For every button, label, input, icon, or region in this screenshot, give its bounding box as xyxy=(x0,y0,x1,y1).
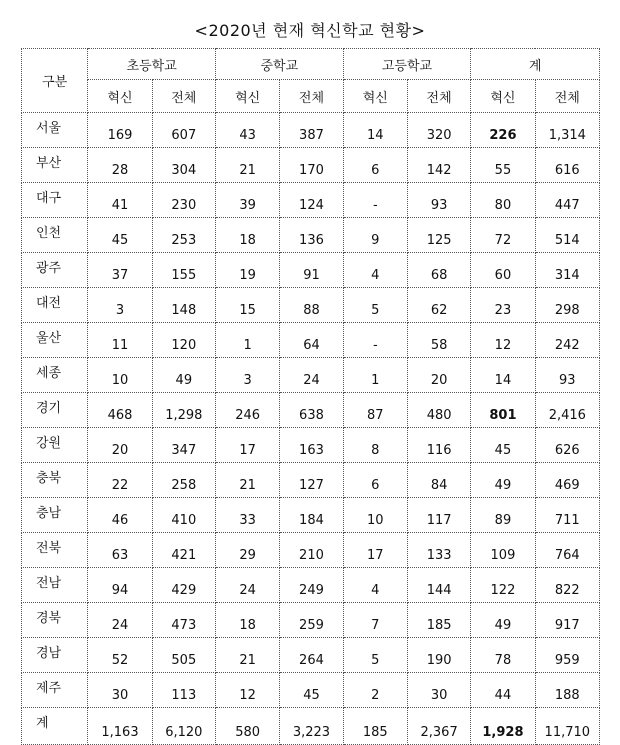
table-cell: 21 xyxy=(215,463,279,498)
table-row xyxy=(22,428,600,463)
table-cell: 320 xyxy=(407,113,470,148)
table-cell: 20 xyxy=(407,358,470,393)
table-cell: 93 xyxy=(535,358,599,393)
table-cell: 46 xyxy=(88,498,152,533)
table-cell: 801 xyxy=(471,393,535,428)
group-header-elementary: 초등학교 xyxy=(88,49,216,80)
table-cell: 917 xyxy=(535,603,599,638)
region-name: 광주 xyxy=(22,253,88,288)
table-row xyxy=(22,638,600,673)
table-body xyxy=(22,113,600,745)
table-cell: 188 xyxy=(535,673,599,708)
region-name: 제주 xyxy=(22,673,88,708)
page-title: <2020년 현재 혁신학교 현황> xyxy=(194,21,426,40)
table-cell: 429 xyxy=(152,568,215,603)
sub-header-innovation: 혁신 xyxy=(471,80,535,113)
group-header-total: 계 xyxy=(471,49,600,80)
table-cell: 1 xyxy=(343,358,407,393)
table-cell: 63 xyxy=(88,533,152,568)
table-cell: 109 xyxy=(471,533,535,568)
table-cell: 19 xyxy=(215,253,279,288)
table-cell: 15 xyxy=(215,288,279,323)
table-cell: 127 xyxy=(280,463,343,498)
table-cell: 3 xyxy=(88,288,152,323)
table-cell: 45 xyxy=(471,428,535,463)
table-cell: 1,314 xyxy=(535,113,599,148)
table-cell: 60 xyxy=(471,253,535,288)
table-row xyxy=(22,148,600,183)
table-cell: 44 xyxy=(471,673,535,708)
table-cell: 210 xyxy=(280,533,343,568)
table-cell: 78 xyxy=(471,638,535,673)
table-cell: 607 xyxy=(152,113,215,148)
table-cell: 169 xyxy=(88,113,152,148)
table-cell: 822 xyxy=(535,568,599,603)
table-cell: 116 xyxy=(407,428,470,463)
table-row xyxy=(22,498,600,533)
table-cell: 80 xyxy=(471,183,535,218)
table-cell: 91 xyxy=(280,253,343,288)
table-row xyxy=(22,673,600,708)
table-cell: 133 xyxy=(407,533,470,568)
table-cell: 6 xyxy=(343,148,407,183)
region-name: 전북 xyxy=(22,533,88,568)
sub-header-innovation: 혁신 xyxy=(88,80,152,113)
table-cell: 11 xyxy=(88,323,152,358)
table-row xyxy=(22,288,600,323)
sub-header-innovation: 혁신 xyxy=(215,80,279,113)
table-cell: 62 xyxy=(407,288,470,323)
table-cell: 122 xyxy=(471,568,535,603)
table-cell: 28 xyxy=(88,148,152,183)
table-cell: 12 xyxy=(215,673,279,708)
table-row xyxy=(22,218,600,253)
table-cell: 39 xyxy=(215,183,279,218)
table-cell: 45 xyxy=(280,673,343,708)
region-name: 충남 xyxy=(22,498,88,533)
table-cell: 258 xyxy=(152,463,215,498)
region-name: 충북 xyxy=(22,463,88,498)
table-cell: 616 xyxy=(535,148,599,183)
table-cell: 37 xyxy=(88,253,152,288)
table-row xyxy=(22,323,600,358)
table-cell: 347 xyxy=(152,428,215,463)
table-cell: 136 xyxy=(280,218,343,253)
table-cell: 1,298 xyxy=(152,393,215,428)
table-row xyxy=(22,113,600,148)
table-cell: 14 xyxy=(471,358,535,393)
table-cell: 468 xyxy=(88,393,152,428)
table-cell: 421 xyxy=(152,533,215,568)
table-row xyxy=(22,603,600,638)
table-cell: 3,223 xyxy=(280,708,343,745)
table-cell: 1 xyxy=(215,323,279,358)
table-cell: 20 xyxy=(88,428,152,463)
table-cell: 447 xyxy=(535,183,599,218)
table-cell: 17 xyxy=(215,428,279,463)
header-row-sub xyxy=(22,80,600,113)
table-cell: 185 xyxy=(343,708,407,745)
table-cell: 22 xyxy=(88,463,152,498)
table-cell: 21 xyxy=(215,638,279,673)
table-cell: 3 xyxy=(215,358,279,393)
region-name: 전남 xyxy=(22,568,88,603)
table-cell: 125 xyxy=(407,218,470,253)
table-cell: 72 xyxy=(471,218,535,253)
table-cell: 24 xyxy=(280,358,343,393)
table-cell: 514 xyxy=(535,218,599,253)
table-cell: 120 xyxy=(152,323,215,358)
table-cell: 230 xyxy=(152,183,215,218)
table-cell: 5 xyxy=(343,638,407,673)
table-cell: 249 xyxy=(280,568,343,603)
table-cell: 117 xyxy=(407,498,470,533)
table-cell: 410 xyxy=(152,498,215,533)
table-cell: 298 xyxy=(535,288,599,323)
table-cell: 469 xyxy=(535,463,599,498)
table-cell: 93 xyxy=(407,183,470,218)
region-name: 경남 xyxy=(22,638,88,673)
table-cell: 626 xyxy=(535,428,599,463)
table-cell: 163 xyxy=(280,428,343,463)
table-cell: 142 xyxy=(407,148,470,183)
table-cell: 68 xyxy=(407,253,470,288)
table-cell: 18 xyxy=(215,218,279,253)
table-cell: 8 xyxy=(343,428,407,463)
table-cell: 87 xyxy=(343,393,407,428)
table-row xyxy=(22,358,600,393)
sub-header-all: 전체 xyxy=(280,80,343,113)
table-cell: 148 xyxy=(152,288,215,323)
table-row xyxy=(22,533,600,568)
table-cell: 7 xyxy=(343,603,407,638)
table-cell: 764 xyxy=(535,533,599,568)
region-name: 울산 xyxy=(22,323,88,358)
table-cell: 473 xyxy=(152,603,215,638)
table-cell: 6 xyxy=(343,463,407,498)
table-cell: 49 xyxy=(471,603,535,638)
region-name: 부산 xyxy=(22,148,88,183)
table-cell: 12 xyxy=(471,323,535,358)
table-row xyxy=(22,568,600,603)
table-cell: 30 xyxy=(407,673,470,708)
table-cell: - xyxy=(343,183,407,218)
table-cell: 155 xyxy=(152,253,215,288)
total-row xyxy=(22,708,600,745)
table-cell: 144 xyxy=(407,568,470,603)
region-name: 강원 xyxy=(22,428,88,463)
table-cell: 170 xyxy=(280,148,343,183)
table-cell: 253 xyxy=(152,218,215,253)
table-cell: 1,163 xyxy=(88,708,152,745)
sub-header-all: 전체 xyxy=(407,80,470,113)
sub-header-all: 전체 xyxy=(152,80,215,113)
table-cell: 17 xyxy=(343,533,407,568)
table-cell: 64 xyxy=(280,323,343,358)
table-cell: 24 xyxy=(88,603,152,638)
table-cell: 10 xyxy=(88,358,152,393)
group-header-high: 고등학교 xyxy=(343,49,471,80)
table-cell: 264 xyxy=(280,638,343,673)
table-cell: 505 xyxy=(152,638,215,673)
table-cell: 21 xyxy=(215,148,279,183)
region-name: 서울 xyxy=(22,113,88,148)
table-cell: 959 xyxy=(535,638,599,673)
category-header: 구분 xyxy=(22,49,88,113)
table-cell: 14 xyxy=(343,113,407,148)
region-name: 인천 xyxy=(22,218,88,253)
table-cell: 11,710 xyxy=(535,708,599,745)
total-label: 계 xyxy=(22,708,88,745)
region-name: 세종 xyxy=(22,358,88,393)
table-row xyxy=(22,183,600,218)
table-cell: 242 xyxy=(535,323,599,358)
table-cell: 226 xyxy=(471,113,535,148)
table-cell: 84 xyxy=(407,463,470,498)
region-name: 대구 xyxy=(22,183,88,218)
header-row-groups xyxy=(22,49,600,80)
table-cell: 23 xyxy=(471,288,535,323)
table-row xyxy=(22,253,600,288)
table-cell: 480 xyxy=(407,393,470,428)
table-cell: 580 xyxy=(215,708,279,745)
region-name: 경기 xyxy=(22,393,88,428)
table-cell: 4 xyxy=(343,568,407,603)
table-cell: 49 xyxy=(471,463,535,498)
sub-header-all: 전체 xyxy=(535,80,599,113)
table-cell: 89 xyxy=(471,498,535,533)
table-row xyxy=(22,463,600,498)
table-cell: 18 xyxy=(215,603,279,638)
table-cell: 29 xyxy=(215,533,279,568)
table-cell: 2 xyxy=(343,673,407,708)
table-cell: 88 xyxy=(280,288,343,323)
table-cell: 246 xyxy=(215,393,279,428)
table-cell: 45 xyxy=(88,218,152,253)
table-cell: 124 xyxy=(280,183,343,218)
table-cell: 1,928 xyxy=(471,708,535,745)
table-cell: - xyxy=(343,323,407,358)
table-cell: 49 xyxy=(152,358,215,393)
table-cell: 6,120 xyxy=(152,708,215,745)
table-cell: 184 xyxy=(280,498,343,533)
table-cell: 58 xyxy=(407,323,470,358)
table-cell: 4 xyxy=(343,253,407,288)
table-cell: 52 xyxy=(88,638,152,673)
table-cell: 2,416 xyxy=(535,393,599,428)
table-cell: 5 xyxy=(343,288,407,323)
table-cell: 9 xyxy=(343,218,407,253)
table-row xyxy=(22,393,600,428)
table-cell: 185 xyxy=(407,603,470,638)
table-cell: 24 xyxy=(215,568,279,603)
table-cell: 190 xyxy=(407,638,470,673)
table-cell: 30 xyxy=(88,673,152,708)
table-cell: 43 xyxy=(215,113,279,148)
table-cell: 259 xyxy=(280,603,343,638)
sub-header-innovation: 혁신 xyxy=(343,80,407,113)
table-cell: 113 xyxy=(152,673,215,708)
group-header-middle: 중학교 xyxy=(215,49,343,80)
table-cell: 314 xyxy=(535,253,599,288)
table-cell: 304 xyxy=(152,148,215,183)
table-cell: 2,367 xyxy=(407,708,470,745)
region-name: 경북 xyxy=(22,603,88,638)
table-cell: 55 xyxy=(471,148,535,183)
table-cell: 711 xyxy=(535,498,599,533)
innovation-school-table xyxy=(21,48,600,745)
table-cell: 10 xyxy=(343,498,407,533)
table-cell: 33 xyxy=(215,498,279,533)
table-cell: 387 xyxy=(280,113,343,148)
table-cell: 94 xyxy=(88,568,152,603)
region-name: 대전 xyxy=(22,288,88,323)
table-cell: 638 xyxy=(280,393,343,428)
table-cell: 41 xyxy=(88,183,152,218)
